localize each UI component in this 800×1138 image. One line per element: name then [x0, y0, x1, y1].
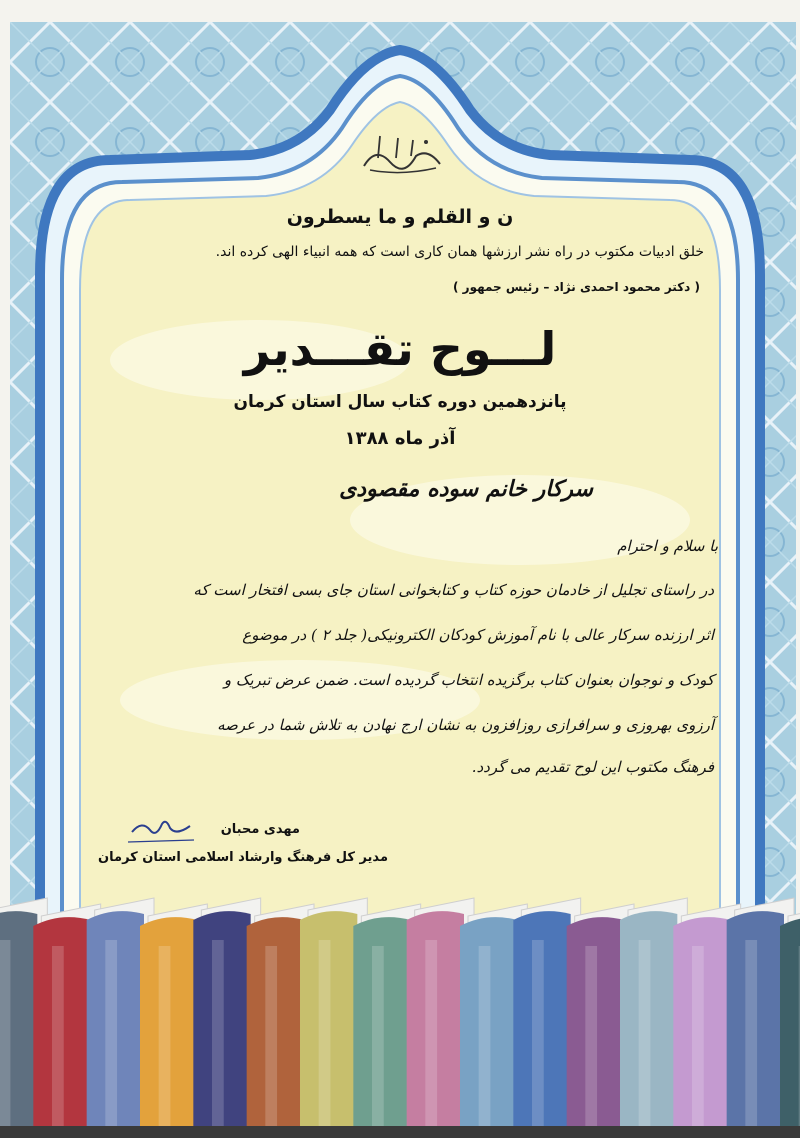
basmala-calligraphy-icon [356, 128, 446, 176]
signatory-title: مدیر کل فرهنگ وارشاد اسلامی استان کرمان [98, 850, 388, 865]
body-line: اثر ارزنده سرکار عالی با نام آموزش کودکان الکترونیکی( جلد ۲ ) در موضوع [242, 626, 714, 644]
signatory-name: مهدی محبان [220, 822, 300, 837]
book [780, 904, 800, 1138]
quote-text: خلق ادبیات مکتوب در راه نشر ارزشها همان کاری است که همه انبیاء الهی کرده اند. [215, 244, 704, 260]
event-subtitle: پانزدهمین دوره کتاب سال استان کرمان [233, 392, 567, 412]
certificate-title: لـــوح تقـــدیر [243, 322, 557, 376]
recipient-name: سرکار خانم سوده مقصودی [339, 476, 593, 502]
body-line: در راستای تجلیل از خادمان حوزه کتاب و کتابخوانی استان جای بسی افتخار است که [193, 581, 714, 599]
shelf-strip [0, 1126, 800, 1138]
body-line: فرهنگ مکتوب این لوح تقدیم می گردد. [471, 758, 714, 776]
body-line: کودک و نوجوان بعنوان کتاب برگزیده انتخاب گردیده است. ضمن عرض تبریک و [223, 671, 714, 689]
signature-icon [128, 814, 198, 844]
body-line: آرزوی بهروزی و سرافرازی روزافزون به نشان ارج نهادن به تلاش شما در عرصه [217, 716, 714, 734]
greeting-line: با سلام و احترام [617, 537, 718, 555]
quranic-verse: ن و القلم و ما یسطرون [286, 206, 514, 228]
certificate-date: آذر ماه ۱۳۸۸ [344, 428, 456, 449]
quote-attribution: ( دکتر محمود احمدی نژاد – رئیس جمهور ) [453, 280, 700, 294]
books-illustration [0, 880, 800, 1138]
